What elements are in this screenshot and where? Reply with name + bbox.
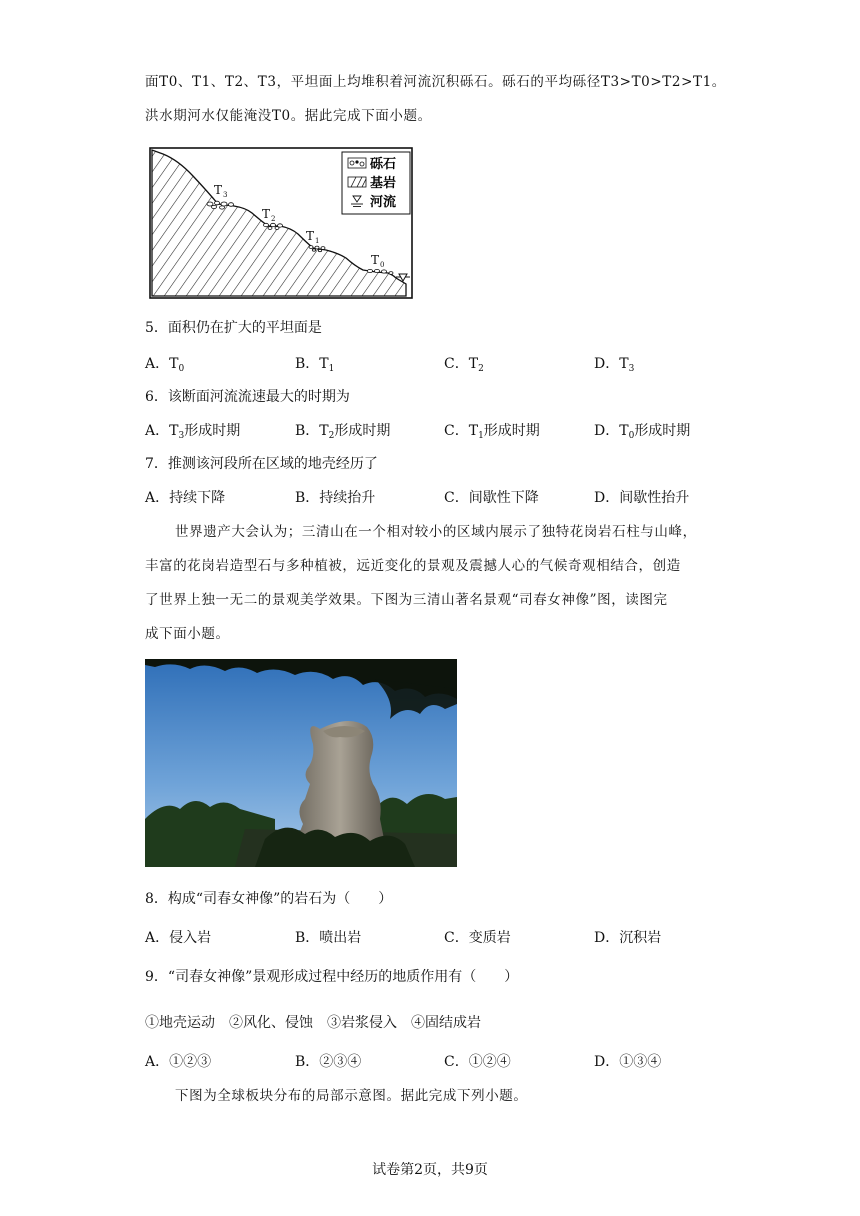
intro-line-2: 洪水期河水仅能淹没T0。据此完成下面小题。: [145, 108, 432, 124]
passage2-line-2: 丰富的花岗岩造型石与多种植被，远近变化的景观及震撼人心的气候奇观相结合，创造: [145, 558, 681, 574]
option-subscript: 0: [628, 431, 635, 441]
option-subscript: 1: [328, 364, 335, 374]
option-suffix: 形成时期: [334, 423, 391, 439]
option-letter: C．: [444, 423, 469, 439]
option-text: T: [468, 423, 479, 439]
q7-stem: 推测该河段所在区域的地壳经历了: [167, 456, 378, 472]
option-subscript: 3: [178, 431, 185, 441]
q7-number: 7．: [145, 456, 168, 472]
q5-number: 5．: [145, 320, 168, 336]
legend: [342, 152, 410, 214]
option-text: T: [319, 356, 329, 372]
q6-number: 6．: [145, 389, 168, 405]
q6-option-b[interactable]: [295, 421, 390, 446]
option-letter: D．: [594, 490, 620, 506]
q5-option-a[interactable]: [145, 354, 184, 379]
bedrock-icon: [348, 177, 366, 187]
option-letter: B．: [295, 490, 320, 506]
option-letter: B．: [295, 356, 320, 372]
option-text: 持续抬升: [319, 490, 376, 506]
q9-stem: “司春女神像”景观形成过程中经历的地质作用有（ ）: [167, 969, 519, 985]
question-6: [145, 387, 350, 407]
question-7: [145, 454, 378, 474]
option-suffix: 形成时期: [184, 423, 241, 439]
q5-option-c[interactable]: [444, 354, 484, 379]
option-suffix: 形成时期: [634, 423, 691, 439]
option-subscript: 2: [478, 364, 484, 374]
q6-option-a[interactable]: [145, 421, 240, 446]
label-t2-sub: 2: [271, 215, 276, 223]
option-suffix: 形成时期: [483, 423, 540, 439]
q7-option-c[interactable]: [444, 488, 539, 508]
option-letter: D．: [594, 423, 620, 439]
q6-option-c[interactable]: [444, 421, 540, 446]
q5-stem: 面积仍在扩大的平坦面是: [167, 320, 322, 336]
option-subscript: 3: [628, 364, 635, 374]
question-5: [145, 318, 322, 338]
q5-option-d[interactable]: [594, 354, 634, 379]
label-t2: T: [262, 207, 271, 221]
option-letter: A．: [145, 490, 170, 506]
label-t3-sub: 3: [223, 191, 228, 199]
q6-option-d[interactable]: [594, 421, 690, 446]
option-letter: C．: [444, 490, 469, 506]
label-t3: T: [214, 183, 223, 197]
passage2-line-4: 成下面小题。: [145, 626, 230, 642]
label-t1-sub: 1: [315, 237, 320, 245]
label-t0: T: [371, 253, 380, 267]
q8-option-d[interactable]: D．沉积岩: [594, 930, 662, 946]
option-text: 间歇性抬升: [619, 490, 690, 506]
legend-river-label: 河流: [370, 194, 397, 209]
option-subscript: 0: [178, 364, 185, 374]
q7-option-b[interactable]: [295, 488, 375, 508]
option-letter: A．: [145, 356, 170, 372]
passage2-line-3: 了世界上独一无二的景观美学效果。下图为三清山著名景观“司春女神像”图，读图完: [145, 592, 668, 608]
page-footer: 试卷第2页，共9页: [372, 1162, 488, 1178]
option-text: T: [169, 423, 179, 439]
q9-statements: ①地壳运动 ②风化、侵蚀 ③岩浆侵入 ④固结成岩: [145, 1015, 481, 1031]
legend-gravel-label: 砾石: [370, 156, 397, 171]
option-letter: D．: [594, 356, 620, 372]
option-text: T: [169, 356, 179, 372]
q7-option-a[interactable]: [145, 488, 225, 508]
q8-stem: 构成“司春女神像”的岩石为（ ）: [167, 891, 393, 907]
q9-number: 9．: [145, 969, 168, 985]
option-letter: B．: [295, 423, 320, 439]
label-t0-sub: 0: [380, 261, 385, 269]
option-text: 持续下降: [169, 490, 226, 506]
option-text: 间歇性下降: [468, 490, 539, 506]
q5-option-b[interactable]: [295, 354, 334, 379]
label-t1: T: [306, 229, 315, 243]
option-text: T: [619, 423, 629, 439]
q9-option-d[interactable]: D．①③④: [594, 1054, 662, 1070]
q9-option-b[interactable]: B．②③④: [295, 1054, 362, 1070]
intro-line-1: 面T0、T1、T2、T3，平坦面上均堆积着河流沉积砾石。砾石的平均砾径T3>T0>T2>T1。: [145, 74, 726, 90]
legend-bedrock-label: 基岩: [370, 175, 397, 190]
option-text: T: [468, 356, 479, 372]
passage2-line-1: 世界遗产大会认为；三清山在一个相对较小的区域内展示了独特花岗岩石柱与山峰，: [175, 524, 697, 540]
q9-option-a[interactable]: A．①②③: [145, 1054, 212, 1070]
river-terrace-diagram: [148, 146, 414, 300]
q9-option-c[interactable]: C．①②④: [444, 1054, 511, 1070]
q8-number: 8．: [145, 891, 168, 907]
option-letter: C．: [444, 356, 469, 372]
option-text: T: [619, 356, 629, 372]
option-subscript: 2: [328, 431, 335, 441]
option-subscript: 1: [478, 431, 484, 441]
option-letter: A．: [145, 423, 170, 439]
goddess-statue-photo: [145, 659, 457, 867]
q8-option-b[interactable]: B．喷出岩: [295, 930, 362, 946]
q8-option-a[interactable]: A．侵入岩: [145, 930, 212, 946]
passage3: 下图为全球板块分布的局部示意图。据此完成下列小题。: [175, 1088, 528, 1104]
q7-option-d[interactable]: [594, 488, 689, 508]
question-8: [145, 889, 392, 909]
q8-option-c[interactable]: C．变质岩: [444, 930, 511, 946]
question-9: [145, 967, 518, 987]
gravel-icon: [348, 158, 366, 168]
option-text: T: [319, 423, 329, 439]
q6-stem: 该断面河流流速最大的时期为: [167, 389, 350, 405]
